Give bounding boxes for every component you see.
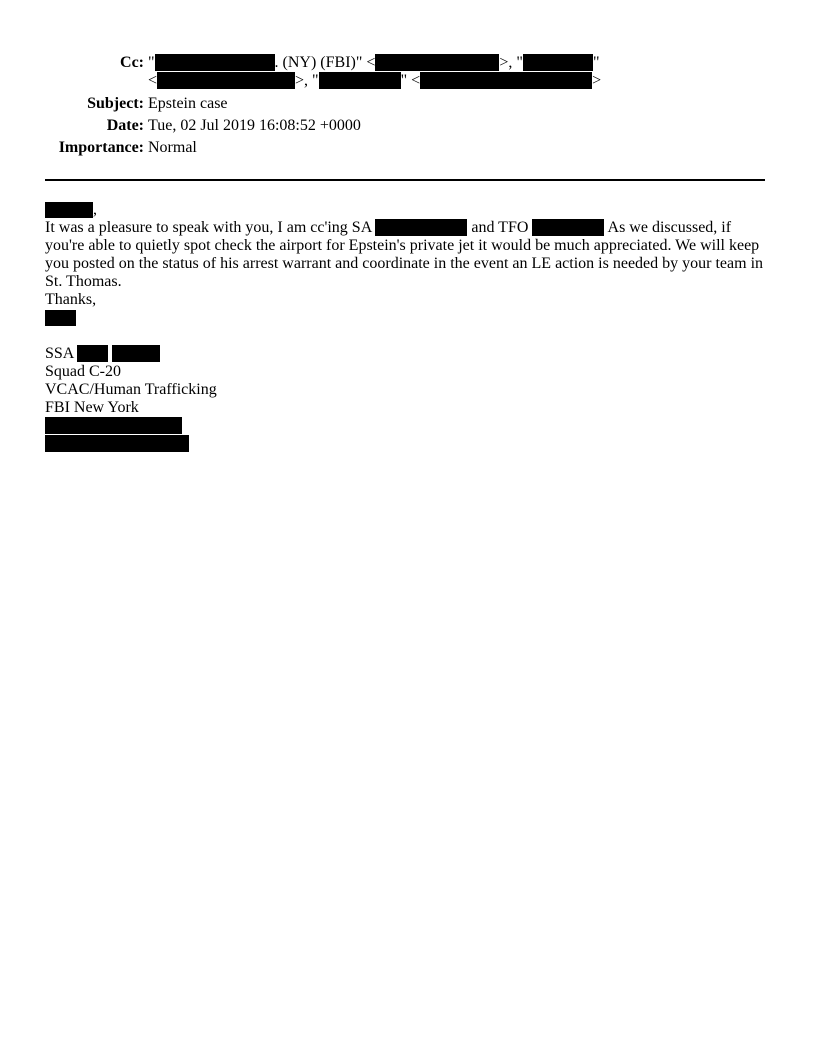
cc-label: Cc: (120, 54, 144, 71)
thanks-line: Thanks, (45, 291, 97, 308)
subject-header (0, 95, 816, 113)
redaction-block (155, 54, 275, 71)
body-text-1c: . As we discussed, if (600, 219, 732, 236)
signature-contact-redaction-2 (45, 435, 189, 452)
cc-text-4: < (148, 72, 158, 89)
cc-quote-open: " (148, 54, 155, 71)
date-label: Date: (106, 117, 144, 134)
cc-text-5: >, " (295, 72, 319, 89)
body-line-2: you're able to quietly spot check the airport for Epstein's private jet it would be much appreciated. We will keep (45, 237, 760, 254)
signature-squad: Squad C-20 (45, 363, 121, 380)
redaction-block (157, 72, 295, 89)
redaction-block (420, 72, 592, 89)
date-header (0, 117, 816, 135)
date-value: Tue, 02 Jul 2019 16:08:52 +0000 (148, 117, 361, 134)
redaction-block (532, 219, 604, 236)
signature-office: FBI New York (45, 399, 139, 416)
body-line-4: St. Thomas. (45, 273, 122, 290)
sender-name-redaction (45, 310, 76, 326)
cc-text-7: > (592, 72, 602, 89)
redaction-block (375, 54, 499, 71)
redaction-block (319, 72, 401, 89)
signature-unit: VCAC/Human Trafficking (45, 381, 217, 398)
cc-text-1: . (NY) (FBI)" < (274, 54, 376, 71)
signature-title-prefix: SSA (45, 345, 74, 362)
body-line-1 (45, 219, 731, 237)
greeting-comma: , (93, 201, 97, 218)
cc-header (0, 53, 816, 89)
importance-label: Importance: (58, 139, 144, 156)
body-text-1a: It was a pleasure to speak with you, I am cc'ing SA (45, 219, 372, 236)
signature-contact-redaction-1 (45, 417, 182, 434)
cc-line-1 (148, 54, 600, 72)
redaction-block (112, 345, 160, 362)
body-text-1b: and TFO (471, 219, 529, 236)
redaction-block (45, 202, 93, 218)
header-divider (45, 179, 765, 181)
redaction-block (375, 219, 467, 236)
subject-label: Subject: (87, 95, 144, 112)
cc-line-2 (148, 72, 601, 90)
body-line-3: you posted on the status of his arrest warrant and coordinate in the event an LE action is needed by your team in (45, 255, 764, 272)
signature-title (45, 345, 160, 363)
subject-value: Epstein case (148, 95, 228, 112)
importance-value: Normal (148, 139, 197, 156)
cc-text-6: " < (400, 72, 421, 89)
redaction-block (523, 54, 593, 71)
cc-text-2: >, " (499, 54, 523, 71)
importance-header (0, 139, 816, 157)
greeting (45, 201, 97, 219)
cc-text-3: " (592, 54, 600, 71)
redaction-block (77, 345, 108, 362)
